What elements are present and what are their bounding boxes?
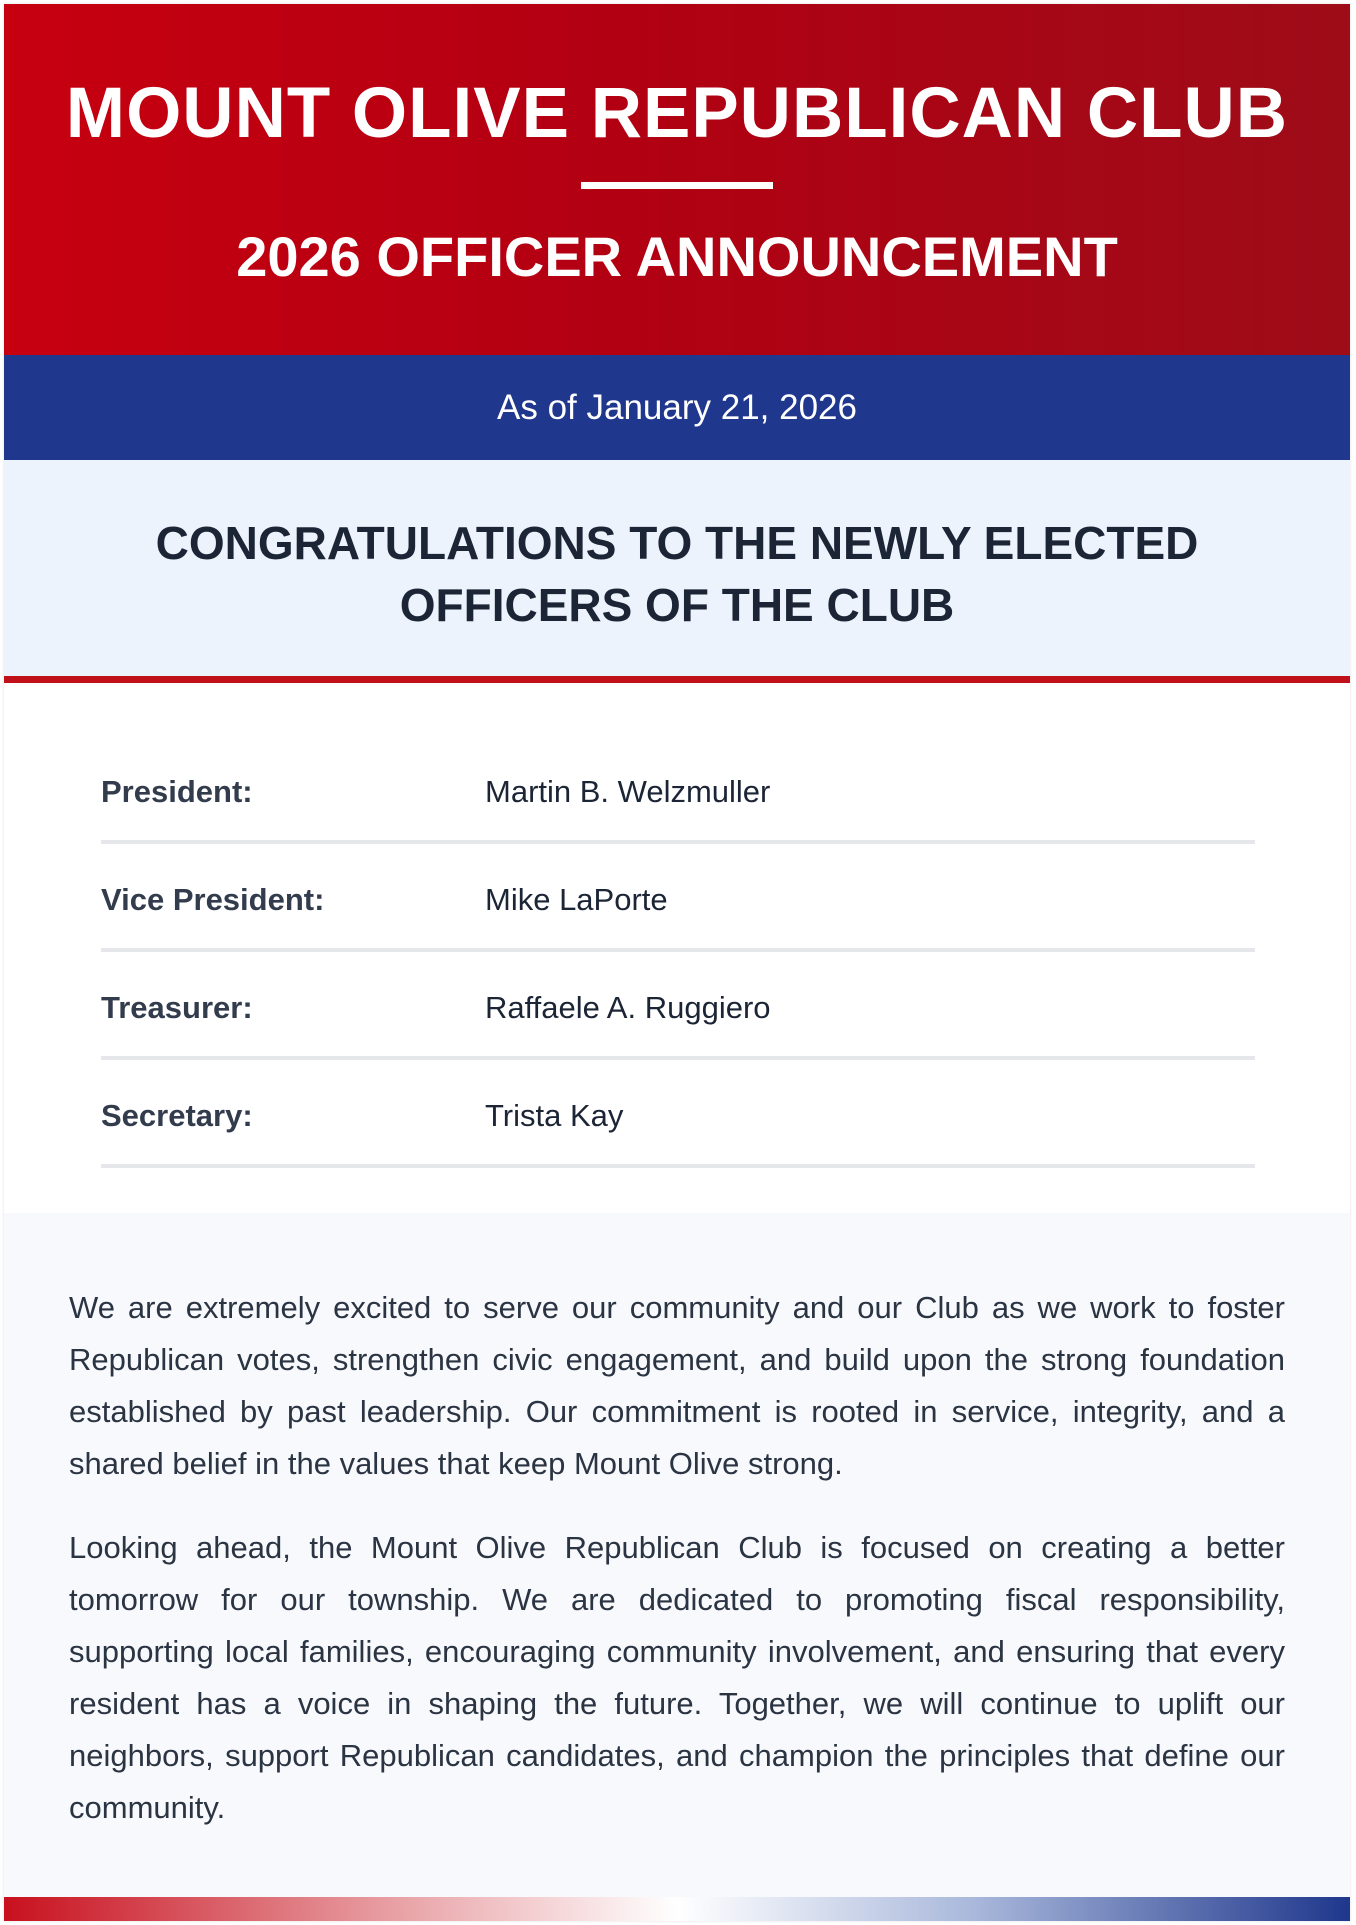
officer-row-vice-president (101, 848, 1255, 952)
date-text: As of January 21, 2026 (497, 388, 857, 427)
officer-row-president (101, 740, 1255, 844)
officer-name: Raffaele A. Ruggiero (485, 990, 771, 1025)
officer-role: President: (101, 774, 253, 809)
congratulations-heading: CONGRATULATIONS TO THE NEWLY ELECTED OFFICERS OF THE CLUB (155, 517, 1199, 631)
header-banner (4, 4, 1350, 355)
officer-row-treasurer (101, 956, 1255, 1060)
title-divider (581, 182, 773, 189)
message-paragraph-1: We are extremely excited to serve our community and our Club as we work to foster Republican votes, strengthen civic engagement, and build upon the strong foundation established by past leadership. Our commitment is rooted in service, integrity, and a shared belief in the values that keep Mount Olive strong. (69, 1290, 1285, 1481)
date-banner (4, 355, 1350, 460)
officer-row-secretary (101, 1064, 1255, 1168)
announcement-title: 2026 OFFICER ANNOUNCEMENT (236, 225, 1118, 288)
message-section (4, 1213, 1350, 1897)
officer-role: Secretary: (101, 1098, 253, 1133)
officer-role: Vice President: (101, 882, 325, 917)
message-paragraph-2: Looking ahead, the Mount Olive Republican Club is focused on creating a better tomorrow for our township. We are dedicated to promoting fiscal responsibility, supporting local families, encouraging community involvement, and ensuring that every resident has a voice in shaping the future. Together, we will continue to uplift our neighbors, support Republican candidates, and champion the principles that define our community. (69, 1530, 1285, 1825)
officers-list (4, 683, 1350, 1213)
footer-gradient-strip (4, 1897, 1350, 1921)
officer-role: Treasurer: (101, 990, 253, 1025)
officer-name: Martin B. Welzmuller (485, 774, 771, 809)
officer-name: Trista Kay (485, 1098, 624, 1133)
congratulations-section (4, 460, 1350, 683)
announcement-card (4, 4, 1350, 1921)
club-title: MOUNT OLIVE REPUBLICAN CLUB (65, 74, 1289, 153)
officer-name: Mike LaPorte (485, 882, 668, 917)
